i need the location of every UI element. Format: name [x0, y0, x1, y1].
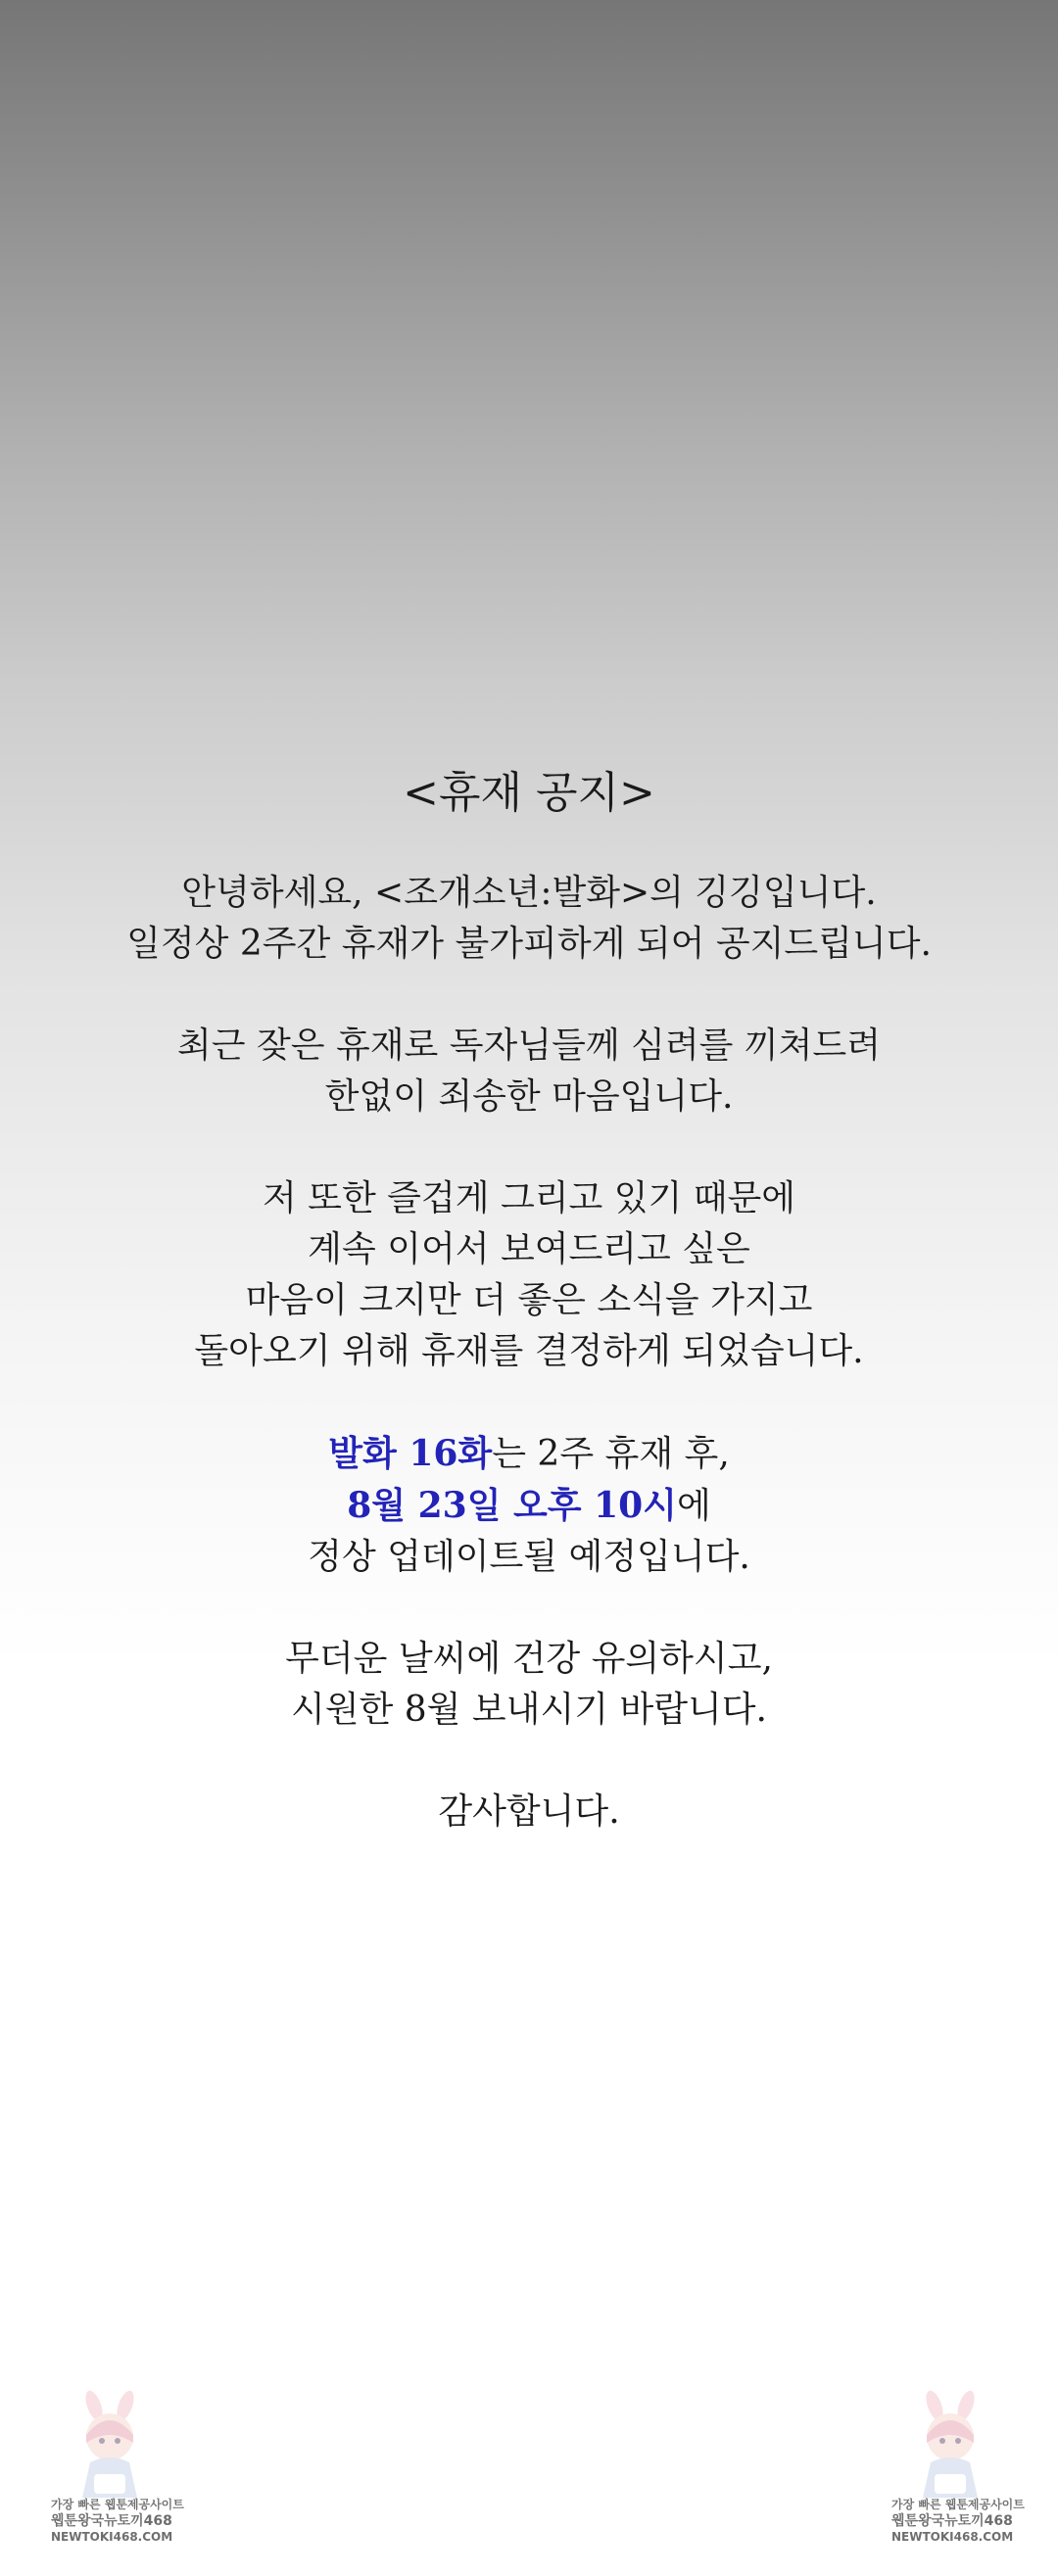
closing-line: 감사합니다. — [438, 1791, 620, 1832]
hiatus-notice — [0, 764, 1058, 1888]
notice-paragraph-apology — [0, 1021, 1058, 1122]
watermark-line: 웹툰왕국뉴토끼468 — [891, 2513, 1013, 2529]
watermark-text — [891, 2498, 1025, 2545]
notice-title: <휴재 공지> — [403, 768, 655, 818]
notice-line: 안녕하세요, <조개소년:발화>의 깅깅입니다. — [181, 873, 877, 913]
notice-paragraph-greeting — [0, 868, 1058, 970]
notice-line: 돌아오기 위해 휴재를 결정하게 되었습니다. — [194, 1331, 864, 1371]
notice-line: 시원한 8월 보내시기 바랍니다. — [291, 1690, 767, 1730]
watermark-text — [51, 2498, 184, 2545]
mascot-icon — [905, 2392, 995, 2502]
notice-paragraph-reason — [0, 1173, 1058, 1377]
notice-line: 저 또한 즐겁게 그리고 있기 때문에 — [262, 1178, 796, 1218]
notice-line: 한없이 죄송한 마음입니다. — [324, 1076, 734, 1117]
mascot-icon — [65, 2392, 155, 2502]
watermark-left — [51, 2392, 184, 2560]
notice-line: 최근 잦은 휴재로 독자님들께 심려를 끼쳐드려 — [177, 1026, 881, 1066]
notice-line: 일정상 2주간 휴재가 불가피하게 되어 공지드립니다. — [126, 924, 932, 964]
notice-line — [0, 1480, 1058, 1532]
notice-text: 는 2주 휴재 후, — [492, 1434, 730, 1474]
notice-text: 에 — [676, 1486, 711, 1526]
watermark-line: 가장 빠른 웹툰제공사이트 — [891, 2498, 1025, 2511]
date-highlight: 8월 23일 오후 10시 — [347, 1485, 677, 1526]
notice-paragraph-schedule — [0, 1428, 1058, 1583]
watermark-line: NEWTOKI468.COM — [51, 2530, 173, 2544]
notice-line: 무더운 날씨에 건강 유의하시고, — [285, 1639, 773, 1679]
watermark-line: 가장 빠른 웹툰제공사이트 — [51, 2498, 184, 2511]
notice-paragraph-closing — [0, 1787, 1058, 1837]
watermark-line: NEWTOKI468.COM — [891, 2530, 1014, 2544]
notice-paragraph-wishes — [0, 1634, 1058, 1736]
watermark-line: 웹툰왕국뉴토끼468 — [51, 2513, 172, 2529]
notice-line: 계속 이어서 보여드리고 싶은 — [308, 1229, 750, 1269]
notice-line: 마음이 크지만 더 좋은 소식을 가지고 — [245, 1280, 813, 1320]
watermark-right — [891, 2392, 1025, 2560]
notice-line — [0, 1428, 1058, 1480]
notice-line: 정상 업데이트될 예정입니다. — [308, 1537, 750, 1577]
episode-highlight: 발화 16화 — [328, 1433, 493, 1474]
